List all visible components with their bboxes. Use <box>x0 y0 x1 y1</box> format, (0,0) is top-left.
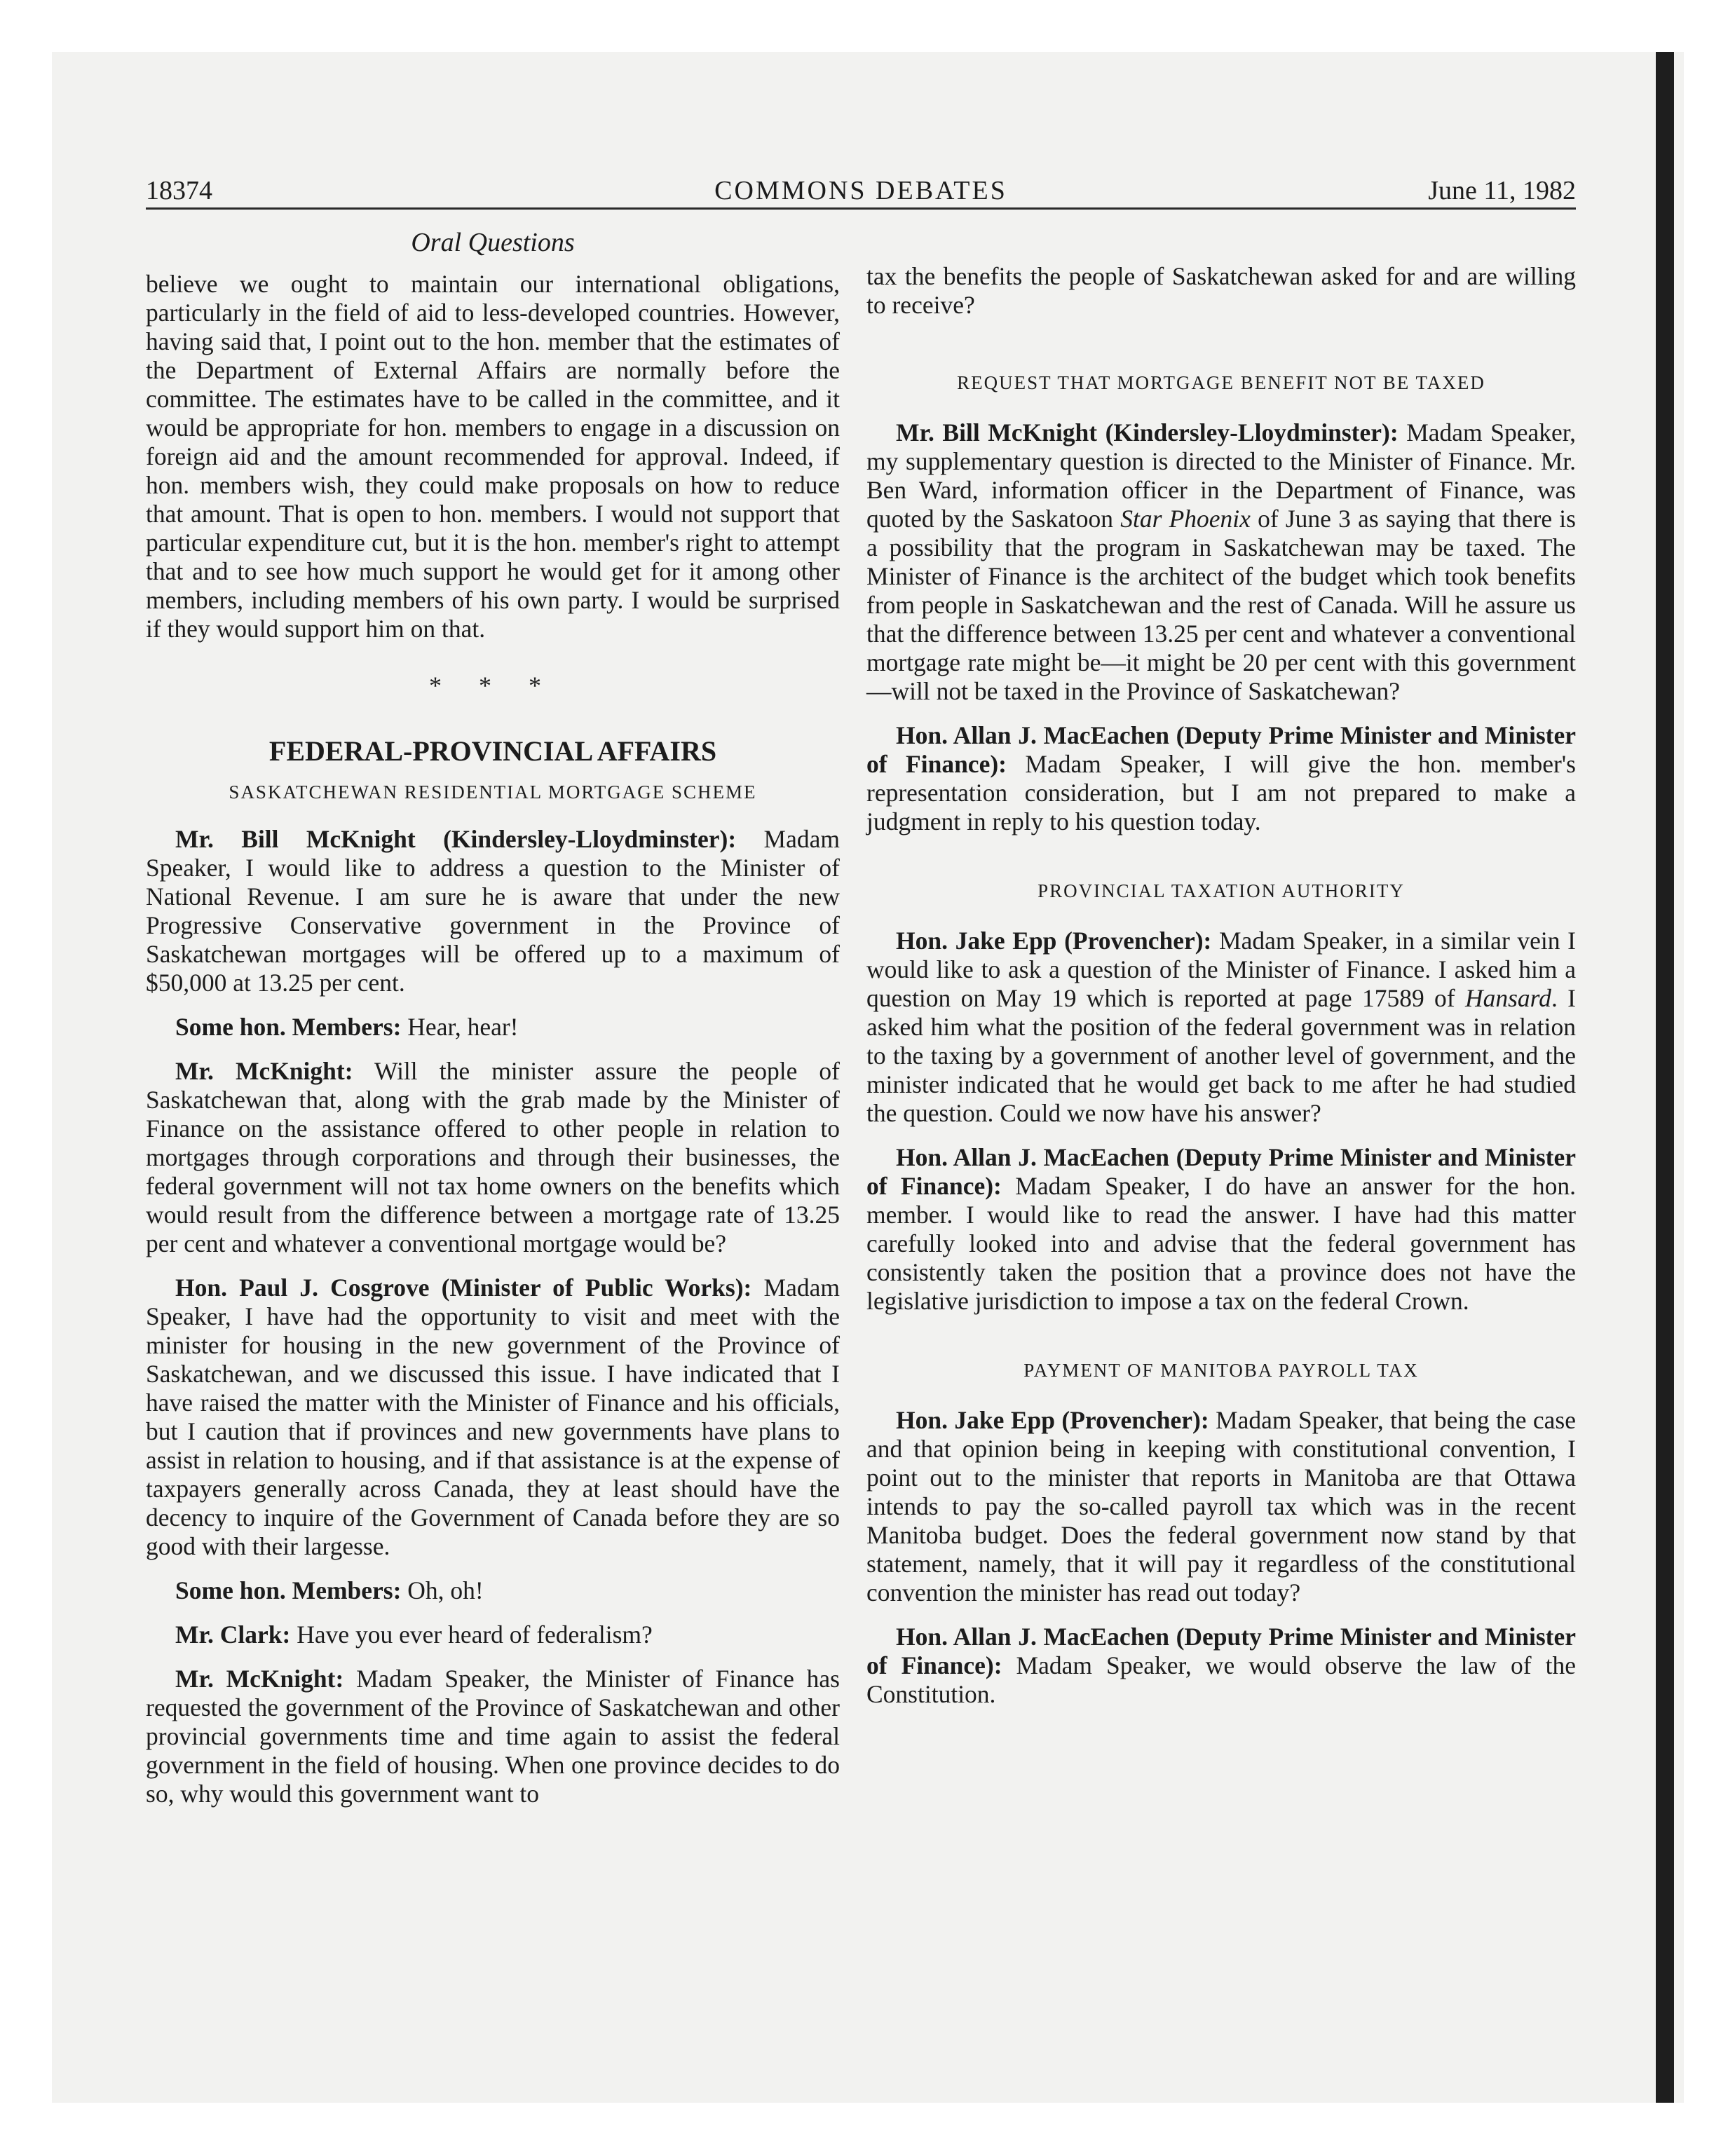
running-head: Oral Questions <box>411 228 575 257</box>
paragraph: Hon. Paul J. Cosgrove (Minister of Public Works): Madam Speaker, I have had the opportunity to visit and meet with the minister for housing in the new government of the Province of Saskatchewan, and we discussed this issue. I have indicated that I have raised the matter with the Minister of Finance and his officials, but I caution that if provinces and new governments have plans to assist in relation to housing, and if that assistance is at the expense of taxpayers generally across Canada, they at least should have the decency to inquire of the Government of Canada before they are so good with their largesse. <box>146 1274 840 1560</box>
publication-title: COMMONS DEBATES <box>714 176 1007 205</box>
paragraph: tax the benefits the people of Saskatchewan asked for and are willing to receive? <box>866 262 1576 319</box>
section-heading: FEDERAL-PROVINCIAL AFFAIRS <box>268 735 717 767</box>
page-number: 18374 <box>146 176 212 205</box>
publication-date: June 11, 1982 <box>1428 176 1576 205</box>
newspaper-title: Star Phoenix <box>1120 505 1251 533</box>
right-column <box>866 262 1576 1724</box>
paragraph: Mr. Clark: Have you ever heard of federalism? <box>175 1621 653 1649</box>
speaker-name: Mr. Clark: <box>175 1621 291 1649</box>
paragraph: Mr. Bill McKnight (Kindersley-Lloydminster): Madam Speaker, I would like to address a question to the Minister of National Revenue. I am sure he is aware that under the new Progressive Conservative government in the Province of Saskatchewan mortgages will be offered up to a maximum of $50,000 at 13.25 per cent. <box>146 825 840 997</box>
paragraph: Some hon. Members: Hear, hear! <box>175 1013 519 1041</box>
speaker-name: Mr. McKnight: <box>175 1665 344 1693</box>
paragraph: Hon. Allan J. MacEachen (Deputy Prime Minister and Minister of Finance): Madam Speaker, I will give the hon. member's representation consideration, but I am not prepared to make a judgment in reply to his question today. <box>866 721 1576 835</box>
speaker-name: Mr. Bill McKnight (Kindersley-Lloydminster): <box>896 418 1399 446</box>
speaker-name: Hon. Allan J. MacEachen (Deputy Prime Minister and Minister of Finance): <box>866 1623 1576 1679</box>
paragraph: Some hon. Members: Oh, oh! <box>175 1576 484 1604</box>
paragraph: Mr. McKnight: Madam Speaker, the Minister of Finance has requested the government of the Province of Saskatchewan and other provincial governments time and time again to assist the federal government in the field of housing. When one province decides to do so, why would this government want to <box>146 1665 841 1808</box>
scan-edge-shadow <box>1656 52 1674 2103</box>
speaker-name: Mr. McKnight: <box>175 1057 353 1085</box>
speaker-name: Hon. Jake Epp (Provencher): <box>896 927 1212 955</box>
speaker-name: Hon. Allan J. MacEachen (Deputy Prime Minister and Minister of Finance): <box>866 1143 1576 1200</box>
speaker-name: Hon. Jake Epp (Provencher): <box>896 1406 1209 1434</box>
subheading: PAYMENT OF MANITOBA PAYROLL TAX <box>1023 1360 1419 1381</box>
hansard-title: Hansard <box>1464 984 1551 1012</box>
left-column <box>146 228 840 1824</box>
paragraph: Mr. McKnight: Will the minister assure the people of Saskatchewan that, along with the grab made by the Minister of Finance on the assistance offered to other people in relation to mortgages through corporations and through their businesses, the federal government will not tax home owners on the benefits which would result from the difference between a mortgage rate of 13.25 per cent and whatever a conventional mortgage would be? <box>146 1057 841 1257</box>
paragraph: believe we ought to maintain our international obligations, particularly in the field of aid to less-developed countries. However, having said that, I point out to the hon. member that the estimates of the Department of External Affairs are normally before the committee. The estimates have to be called in the committee, and it would be appropriate for hon. members to engage in a discussion on foreign aid and the amount recommended for approval. Indeed, if hon. members wish, they could make proposals on how to reduce that amount. That is open to hon. members. I would not support that particular expenditure cut, but it is the hon. member's right to attempt that and to see how much support he would get for it among other members, including members of his own party. I would be surprised if they would support him on that. <box>146 270 840 643</box>
speaker-name: Mr. Bill McKnight (Kindersley-Lloydminster): <box>175 825 737 853</box>
speaker-name: Hon. Allan J. MacEachen (Deputy Prime Minister and Minister of Finance): <box>866 721 1576 778</box>
speaker-name: Some hon. Members: <box>175 1013 402 1041</box>
paragraph: Hon. Jake Epp (Provencher): Madam Speaker, in a similar vein I would like to ask a question of the Minister of Finance. I asked him a question on May 19 which is reported at page 17589 of Hansard. I asked him what the position of the federal government was in relation to the taxing by a government of another level of government, and the minister indicated that he would get back to me after he had studied the question. Could we now have his answer? <box>866 927 1576 1127</box>
section-separator: * * * <box>429 671 557 700</box>
speaker-name: Hon. Paul J. Cosgrove (Minister of Public Works): <box>175 1274 752 1302</box>
paragraph: Mr. Bill McKnight (Kindersley-Lloydminster): Madam Speaker, my supplementary question is directed to the Minister of Finance. Mr. Ben Ward, information officer in the Department of Finance, was quoted by the Saskatoon Star Phoenix of June 3 as saying that there is a possibility that the program in Saskatchewan may be taxed. The Minister of Finance is the architect of the budget which took benefits from people in Saskatchewan and the rest of Canada. Will he assure us that the difference between 13.25 per cent and whatever a conventional mortgage rate might be—it might be 20 per cent with this government—will not be taxed in the Province of Saskatchewan? <box>866 418 1576 705</box>
speaker-name: Some hon. Members: <box>175 1576 402 1604</box>
paragraph: Hon. Jake Epp (Provencher): Madam Speaker, that being the case and that opinion being in keeping with constitutional convention, I point out to the minister that reports in Manitoba are that Ottawa intends to pay the so-called payroll tax which was in the recent Manitoba budget. Does the federal government now stand by that statement, namely, that it will pay it regardless of the constitutional convention the minister has read out today? <box>866 1406 1576 1606</box>
paragraph: Hon. Allan J. MacEachen (Deputy Prime Minister and Minister of Finance): Madam Speaker, we would observe the law of the Constitution. <box>866 1623 1576 1708</box>
header-rule <box>146 207 1576 210</box>
page-header <box>146 175 1576 210</box>
paragraph: Hon. Allan J. MacEachen (Deputy Prime Minister and Minister of Finance): Madam Speaker, I do have an answer for the hon. member. I would like to read the answer. I have had this matter carefully looked into and advise that the federal government has consistently taken the position that a province does not have the legislative jurisdiction to impose a tax on the federal Crown. <box>866 1143 1577 1315</box>
subheading: PROVINCIAL TAXATION AUTHORITY <box>1037 880 1405 901</box>
subheading: REQUEST THAT MORTGAGE BENEFIT NOT BE TAXED <box>957 372 1485 393</box>
subheading: SASKATCHEWAN RESIDENTIAL MORTGAGE SCHEME <box>229 782 757 803</box>
